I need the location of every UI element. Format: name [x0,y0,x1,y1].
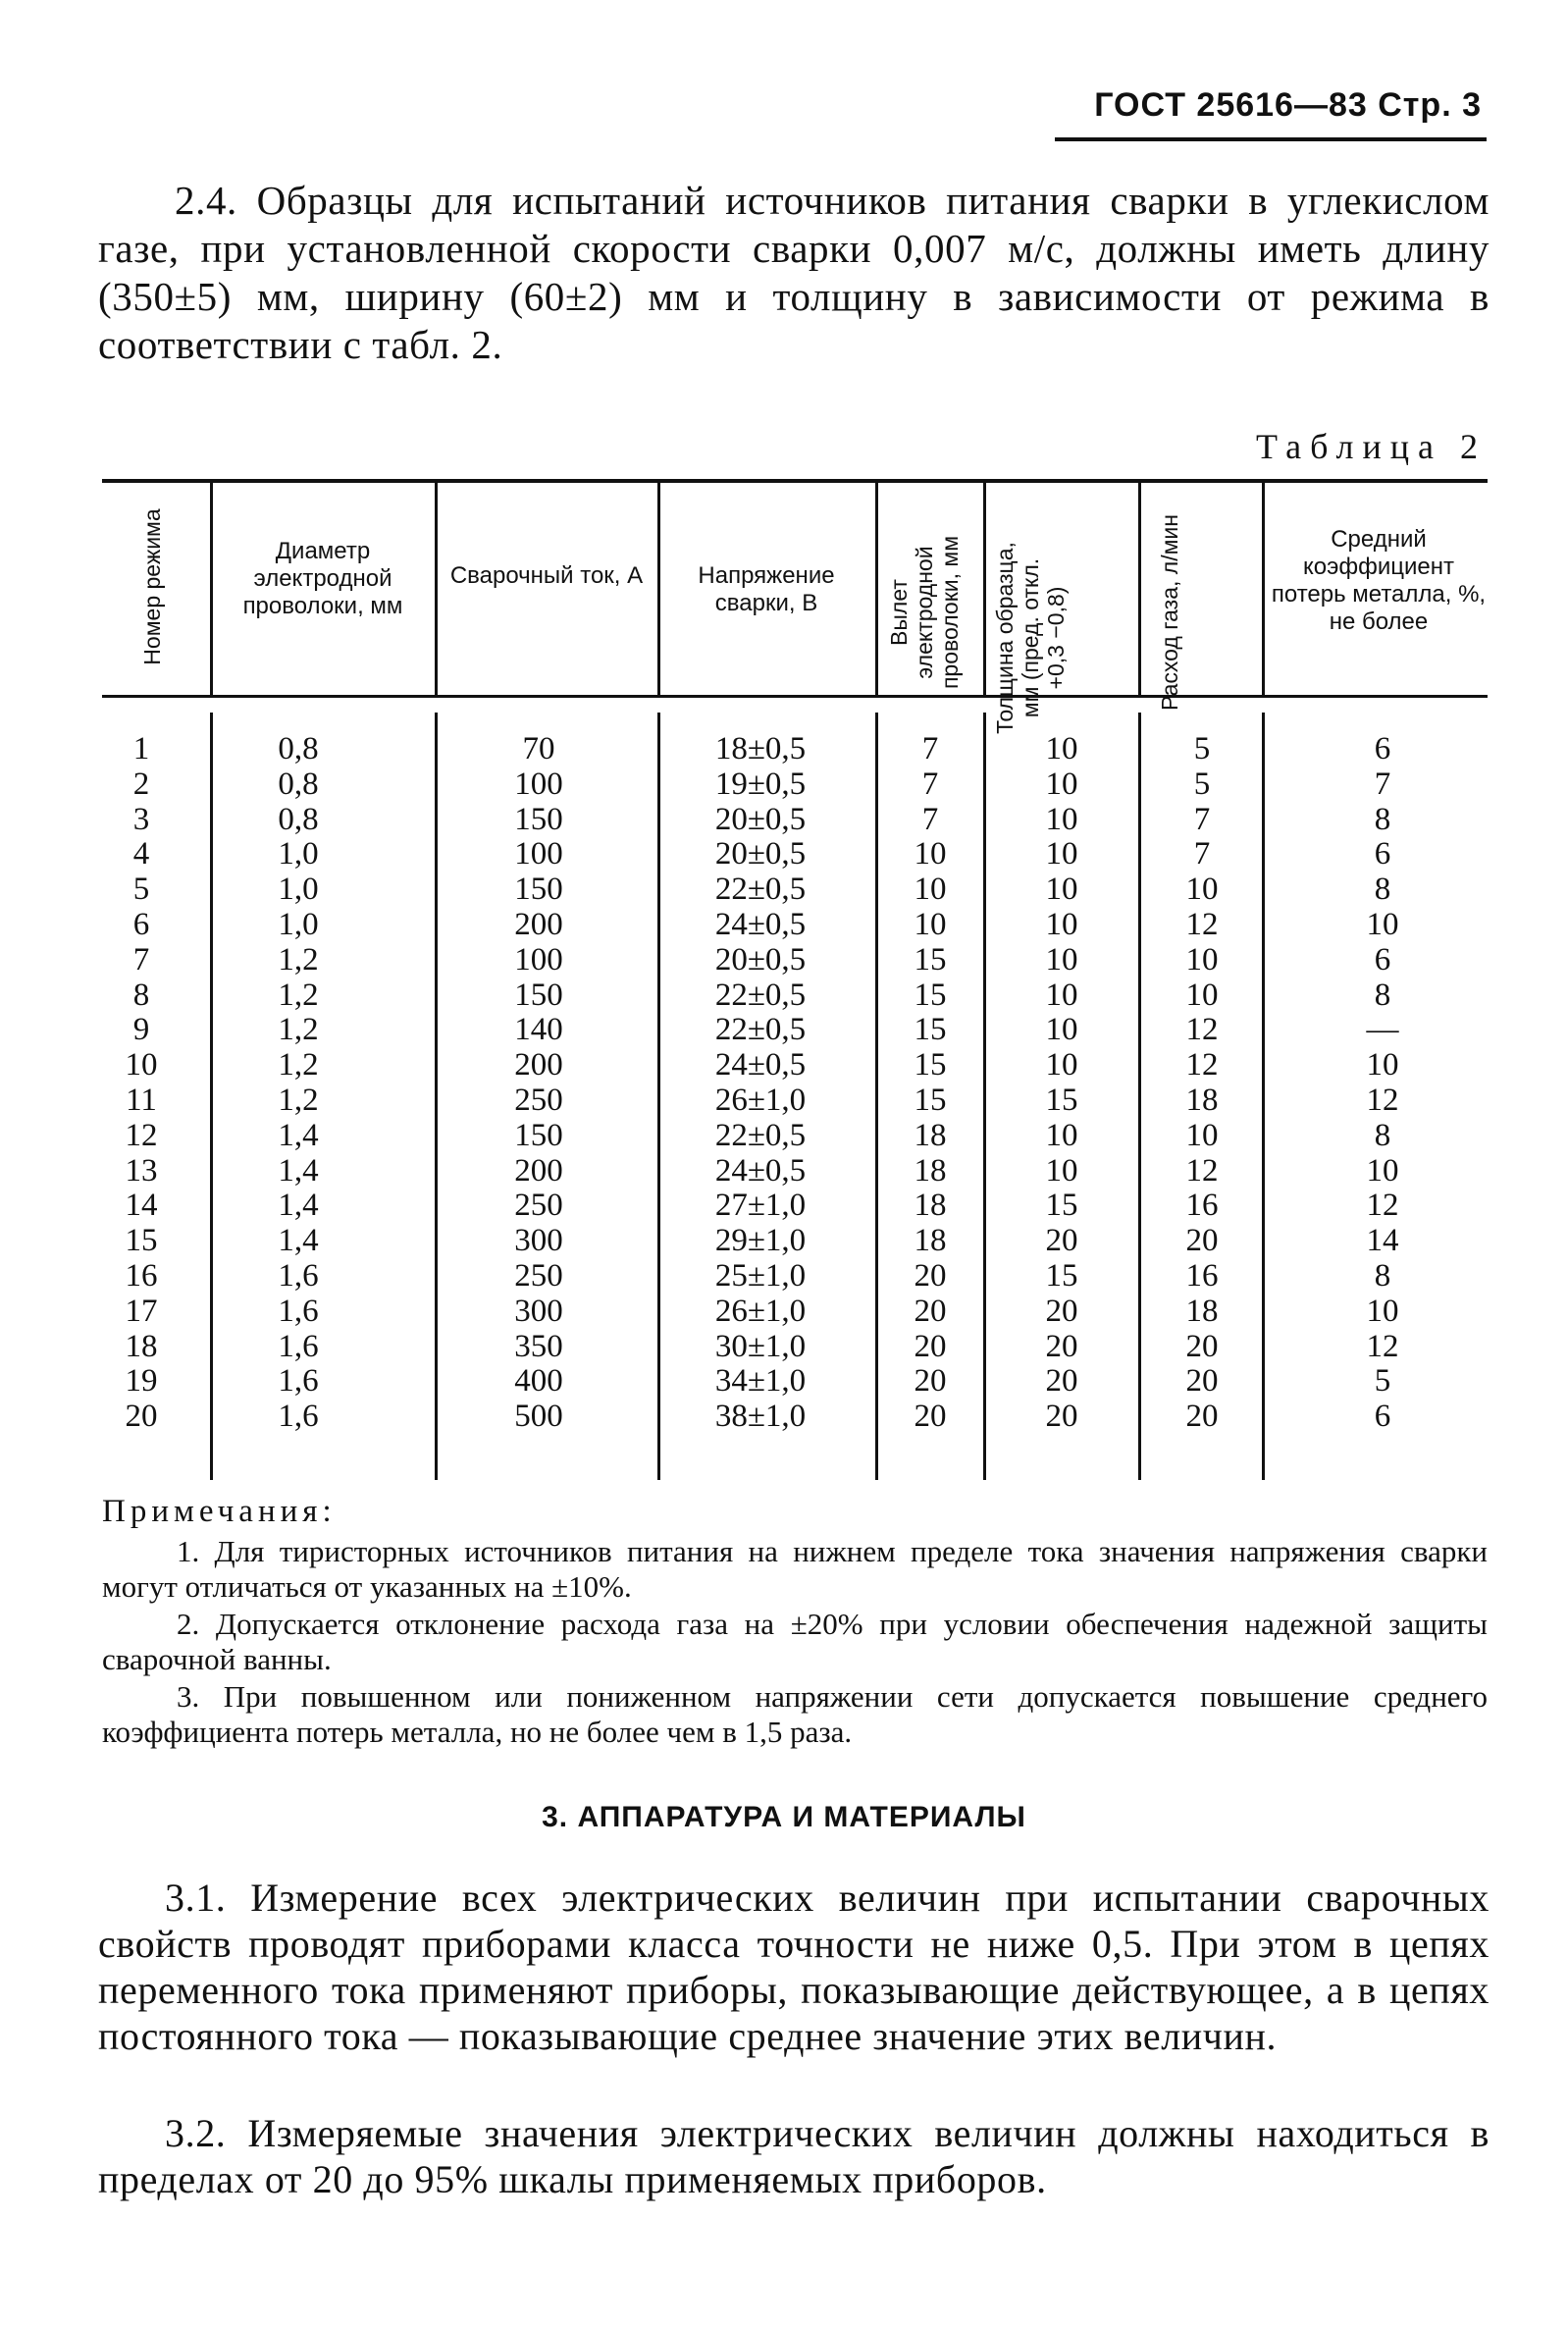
header-current: Сварочный ток, А [449,562,644,589]
table-cell: 16 [1185,1188,1219,1224]
table-cell: 19 [125,1363,158,1400]
table-cell: 20 [1185,1363,1219,1400]
table-cell: 12 [1366,1328,1399,1364]
table-cell: 19±0,5 [714,766,807,802]
table-cell: 1,6 [278,1257,319,1294]
table-cell: 10 [1045,1012,1078,1048]
note-3: 3. При повышенном или пониженном напряжении сети допускается повышение среднего коэффициента потерь металла, но не более чем в 1,5 раза. [102,1679,1488,1749]
table-cell: 4 [132,836,150,872]
table-cell: 7 [1193,801,1211,837]
column-divider [1138,713,1141,1480]
table-cell: 5 [1374,1363,1391,1400]
table-cell: 17 [125,1293,158,1329]
table-cell: 10 [1045,801,1078,837]
table-cell: 20 [1045,1328,1078,1364]
table-cell: 15 [914,977,947,1013]
column-divider [210,481,213,695]
table-cell: 10 [1045,906,1078,942]
table-cell: 7 [1374,766,1391,802]
table-cell: 10 [1366,1047,1399,1084]
table-cell: 10 [1366,1152,1399,1189]
table-cell: 1,0 [278,836,319,872]
table-cell: 10 [1366,1293,1399,1329]
table-cell: 100 [514,941,563,978]
table-cell: 9 [132,1012,150,1048]
table-cell: 13 [125,1152,158,1189]
table-cell: 16 [125,1257,158,1294]
table-cell: 10 [1045,941,1078,978]
table-cell: 10 [1045,1117,1078,1153]
column-divider [657,481,660,695]
table-cell: 1,6 [278,1399,319,1435]
table-cell: 0,8 [278,766,319,802]
table-cell: 20 [914,1293,947,1329]
paragraph-3-1: 3.1. Измерение всех электрических величин при испытании сварочных свойств проводят приборами класса точности не ниже 0,5. При этом в цепях переменного тока применяют приборы, показывающие действующее, а в цепях постоянного тока — показывающие среднее значение этих величин. [98,1876,1490,2058]
header-diameter: Диаметр электродной проволоки, мм [242,538,403,619]
table-cell: 200 [514,1152,563,1189]
table-cell: 18 [914,1152,947,1189]
table-cell: 15 [914,941,947,978]
table-cell: 14 [125,1188,158,1224]
table-cell: 1,2 [278,1082,319,1118]
table-cell: 200 [514,906,563,942]
table-cell: 20 [914,1399,947,1435]
column-divider [983,713,986,1480]
column-divider [435,713,438,1480]
table-cell: 12 [1185,1152,1219,1189]
column-divider [1262,713,1265,1480]
header-mode-number: Номер режима [139,508,165,665]
table-cell: 38±1,0 [714,1399,807,1435]
table-cell: 15 [914,1012,947,1048]
table-cell: 5 [1193,766,1211,802]
table-cell: 10 [1045,836,1078,872]
table-cell: 12 [1366,1188,1399,1224]
table-cell: 26±1,0 [714,1293,807,1329]
note-1: 1. Для тиристорных источников питания на нижнем пределе тока значения напряжения сварки могут отличаться от указанных на ±10%. [102,1534,1488,1604]
table-cell: 10 [1185,1117,1219,1153]
table-cell: 20 [125,1399,158,1435]
table-cell: 20 [1045,1293,1078,1329]
table-cell: 20 [1185,1223,1219,1259]
table-cell: 5 [132,872,150,908]
table-cell: 1,6 [278,1363,319,1400]
table-cell: 20 [1045,1363,1078,1400]
column-current [475,732,602,1435]
table-cell: 18 [914,1188,947,1224]
table-cell: 6 [1374,941,1391,978]
table-cell: 8 [1374,1257,1391,1294]
table-cell: 27±1,0 [714,1188,807,1224]
table-cell: 15 [1045,1257,1078,1294]
table-cell: 8 [1374,977,1391,1013]
table-cell: 10 [914,836,947,872]
table-cell: 1,6 [278,1293,319,1329]
table-cell: 18±0,5 [714,731,807,767]
column-divider [657,713,660,1480]
table-cell: 6 [1374,1399,1391,1435]
table-cell: 10 [1185,872,1219,908]
table-cell: 8 [132,977,150,1013]
table-cell: 10 [1045,872,1078,908]
table-cell: 15 [1045,1188,1078,1224]
table-cell: 20 [914,1328,947,1364]
column-diameter [249,732,347,1435]
table-cell: 350 [514,1328,563,1364]
table-cell: 20 [914,1257,947,1294]
table-cell: 34±1,0 [714,1363,807,1400]
table-cell: 400 [514,1363,563,1400]
column-thickness [1013,732,1111,1435]
table-cell: 100 [514,766,563,802]
table-cell: 11 [126,1082,157,1118]
table-cell: 6 [1374,731,1391,767]
column-divider [875,481,878,695]
notes-title: Примечания: [102,1494,337,1529]
table-cell: 1,4 [278,1223,319,1259]
column-gas-flow [1158,732,1246,1435]
table-cell: 10 [1045,977,1078,1013]
table-cell: 300 [514,1293,563,1329]
table-cell: 1,4 [278,1152,319,1189]
table-cell: — [1366,1012,1399,1048]
table-cell: 1 [132,731,150,767]
table-cell: 10 [1045,731,1078,767]
table-cell: 15 [125,1223,158,1259]
header-stickout: Вылет электродной проволоки, мм [886,535,963,690]
table-cell: 15 [914,1047,947,1084]
column-mode [102,732,181,1435]
table-cell: 18 [1185,1293,1219,1329]
table-cell: 22±0,5 [714,1012,807,1048]
table-cell: 7 [921,731,939,767]
table-cell: 16 [1185,1257,1219,1294]
header-metal-loss: Средний коэффициент потерь металла, %, не более [1271,526,1487,635]
table-cell: 5 [1193,731,1211,767]
table-cell: 1,4 [278,1117,319,1153]
table-cell: 1,6 [278,1328,319,1364]
table-cell: 300 [514,1223,563,1259]
table-caption: Таблица 2 [1256,427,1487,466]
table-cell: 8 [1374,1117,1391,1153]
table-cell: 12 [1185,1047,1219,1084]
table-cell: 1,4 [278,1188,319,1224]
table-cell: 20±0,5 [714,836,807,872]
note-2: 2. Допускается отклонение расхода газа на ±20% при условии обеспечения надежной защиты сварочной ванны. [102,1607,1488,1676]
table-cell: 10 [914,872,947,908]
table-cell: 12 [1185,1012,1219,1048]
column-metal-loss [1319,732,1446,1435]
table-cell: 24±0,5 [714,906,807,942]
table-cell: 6 [132,906,150,942]
table-cell: 70 [522,731,555,767]
table-cell: 24±0,5 [714,1152,807,1189]
table-cell: 18 [914,1223,947,1259]
table-cell: 7 [921,766,939,802]
table-cell: 8 [1374,872,1391,908]
table-cell: 20±0,5 [714,801,807,837]
table-cell: 10 [1045,1152,1078,1189]
table-cell: 150 [514,801,563,837]
table-cell: 29±1,0 [714,1223,807,1259]
table-cell: 0,8 [278,731,319,767]
table-cell: 18 [125,1328,158,1364]
table-cell: 10 [125,1047,158,1084]
table-cell: 24±0,5 [714,1047,807,1084]
table-cell: 22±0,5 [714,977,807,1013]
table-cell: 20±0,5 [714,941,807,978]
table-cell: 12 [1366,1082,1399,1118]
table-cell: 1,2 [278,941,319,978]
column-divider [983,481,986,695]
table-cell: 10 [1045,766,1078,802]
header-rule [1055,137,1487,141]
table-cell: 15 [1045,1082,1078,1118]
table-cell: 7 [132,941,150,978]
table-cell: 1,0 [278,906,319,942]
table-cell: 20 [1185,1399,1219,1435]
table-cell: 20 [1045,1399,1078,1435]
table-cell: 150 [514,872,563,908]
table-cell: 22±0,5 [714,872,807,908]
table-cell: 20 [1185,1328,1219,1364]
table-cell: 8 [1374,801,1391,837]
table-cell: 10 [914,906,947,942]
table-cell: 250 [514,1188,563,1224]
table-cell: 250 [514,1082,563,1118]
table-cell: 18 [914,1117,947,1153]
table-cell: 100 [514,836,563,872]
paragraph-2-4: 2.4. Образцы для испытаний источников питания сварки в углекислом газе, при установленной скорости сварки 0,007 м/с, должны иметь длину (350±5) мм, ширину (60±2) мм и толщину в зависимости от режима в соответствии с табл. 2. [98,178,1490,367]
table-cell: 200 [514,1047,563,1084]
table-cell: 2 [132,766,150,802]
column-divider [875,713,878,1480]
table-cell: 12 [1185,906,1219,942]
table-cell: 150 [514,977,563,1013]
table-cell: 22±0,5 [714,1117,807,1153]
table-cell: 25±1,0 [714,1257,807,1294]
column-divider [210,713,213,1480]
table-cell: 20 [1045,1223,1078,1259]
table-cell: 30±1,0 [714,1328,807,1364]
page-header: ГОСТ 25616—83 Стр. 3 [1094,86,1482,124]
table-cell: 26±1,0 [714,1082,807,1118]
table-cell: 10 [1185,941,1219,978]
table-cell: 20 [914,1363,947,1400]
table-cell: 1,2 [278,1047,319,1084]
table-2 [102,479,1488,1485]
table-cell: 14 [1366,1223,1399,1259]
table-cell: 1,0 [278,872,319,908]
table-cell: 140 [514,1012,563,1048]
table-cell: 10 [1366,906,1399,942]
table-cell: 12 [125,1117,158,1153]
table-cell: 6 [1374,836,1391,872]
table-cell: 7 [1193,836,1211,872]
table-cell: 3 [132,801,150,837]
column-stickout [881,732,979,1435]
table-top-rule [102,479,1488,483]
section-title: 3. АППАРАТУРА И МАТЕРИАЛЫ [542,1801,1026,1833]
table-cell: 500 [514,1399,563,1435]
header-gas-flow: Расход газа, л/мин [1157,514,1182,711]
column-divider [1262,481,1265,695]
table-cell: 1,2 [278,1012,319,1048]
table-cell: 7 [921,801,939,837]
table-cell: 18 [1185,1082,1219,1118]
table-cell: 15 [914,1082,947,1118]
table-cell: 150 [514,1117,563,1153]
header-voltage: Напряжение сварки, В [698,562,835,616]
table-cell: 10 [1185,977,1219,1013]
table-cell: 250 [514,1257,563,1294]
table-cell: 10 [1045,1047,1078,1084]
paragraph-3-2: 3.2. Измеряемые значения электрических величин должны находиться в пределах от 20 до 95% шкалы применяемых приборов. [98,2111,1490,2201]
column-divider [1138,481,1141,695]
table-header-rule [102,695,1488,698]
table-cell: 0,8 [278,801,319,837]
column-divider [435,481,438,695]
column-voltage [687,732,834,1435]
table-cell: 1,2 [278,977,319,1013]
header-thickness: Толщина образца, мм (пред. откл. +0,3 −0,8) [992,542,1069,734]
